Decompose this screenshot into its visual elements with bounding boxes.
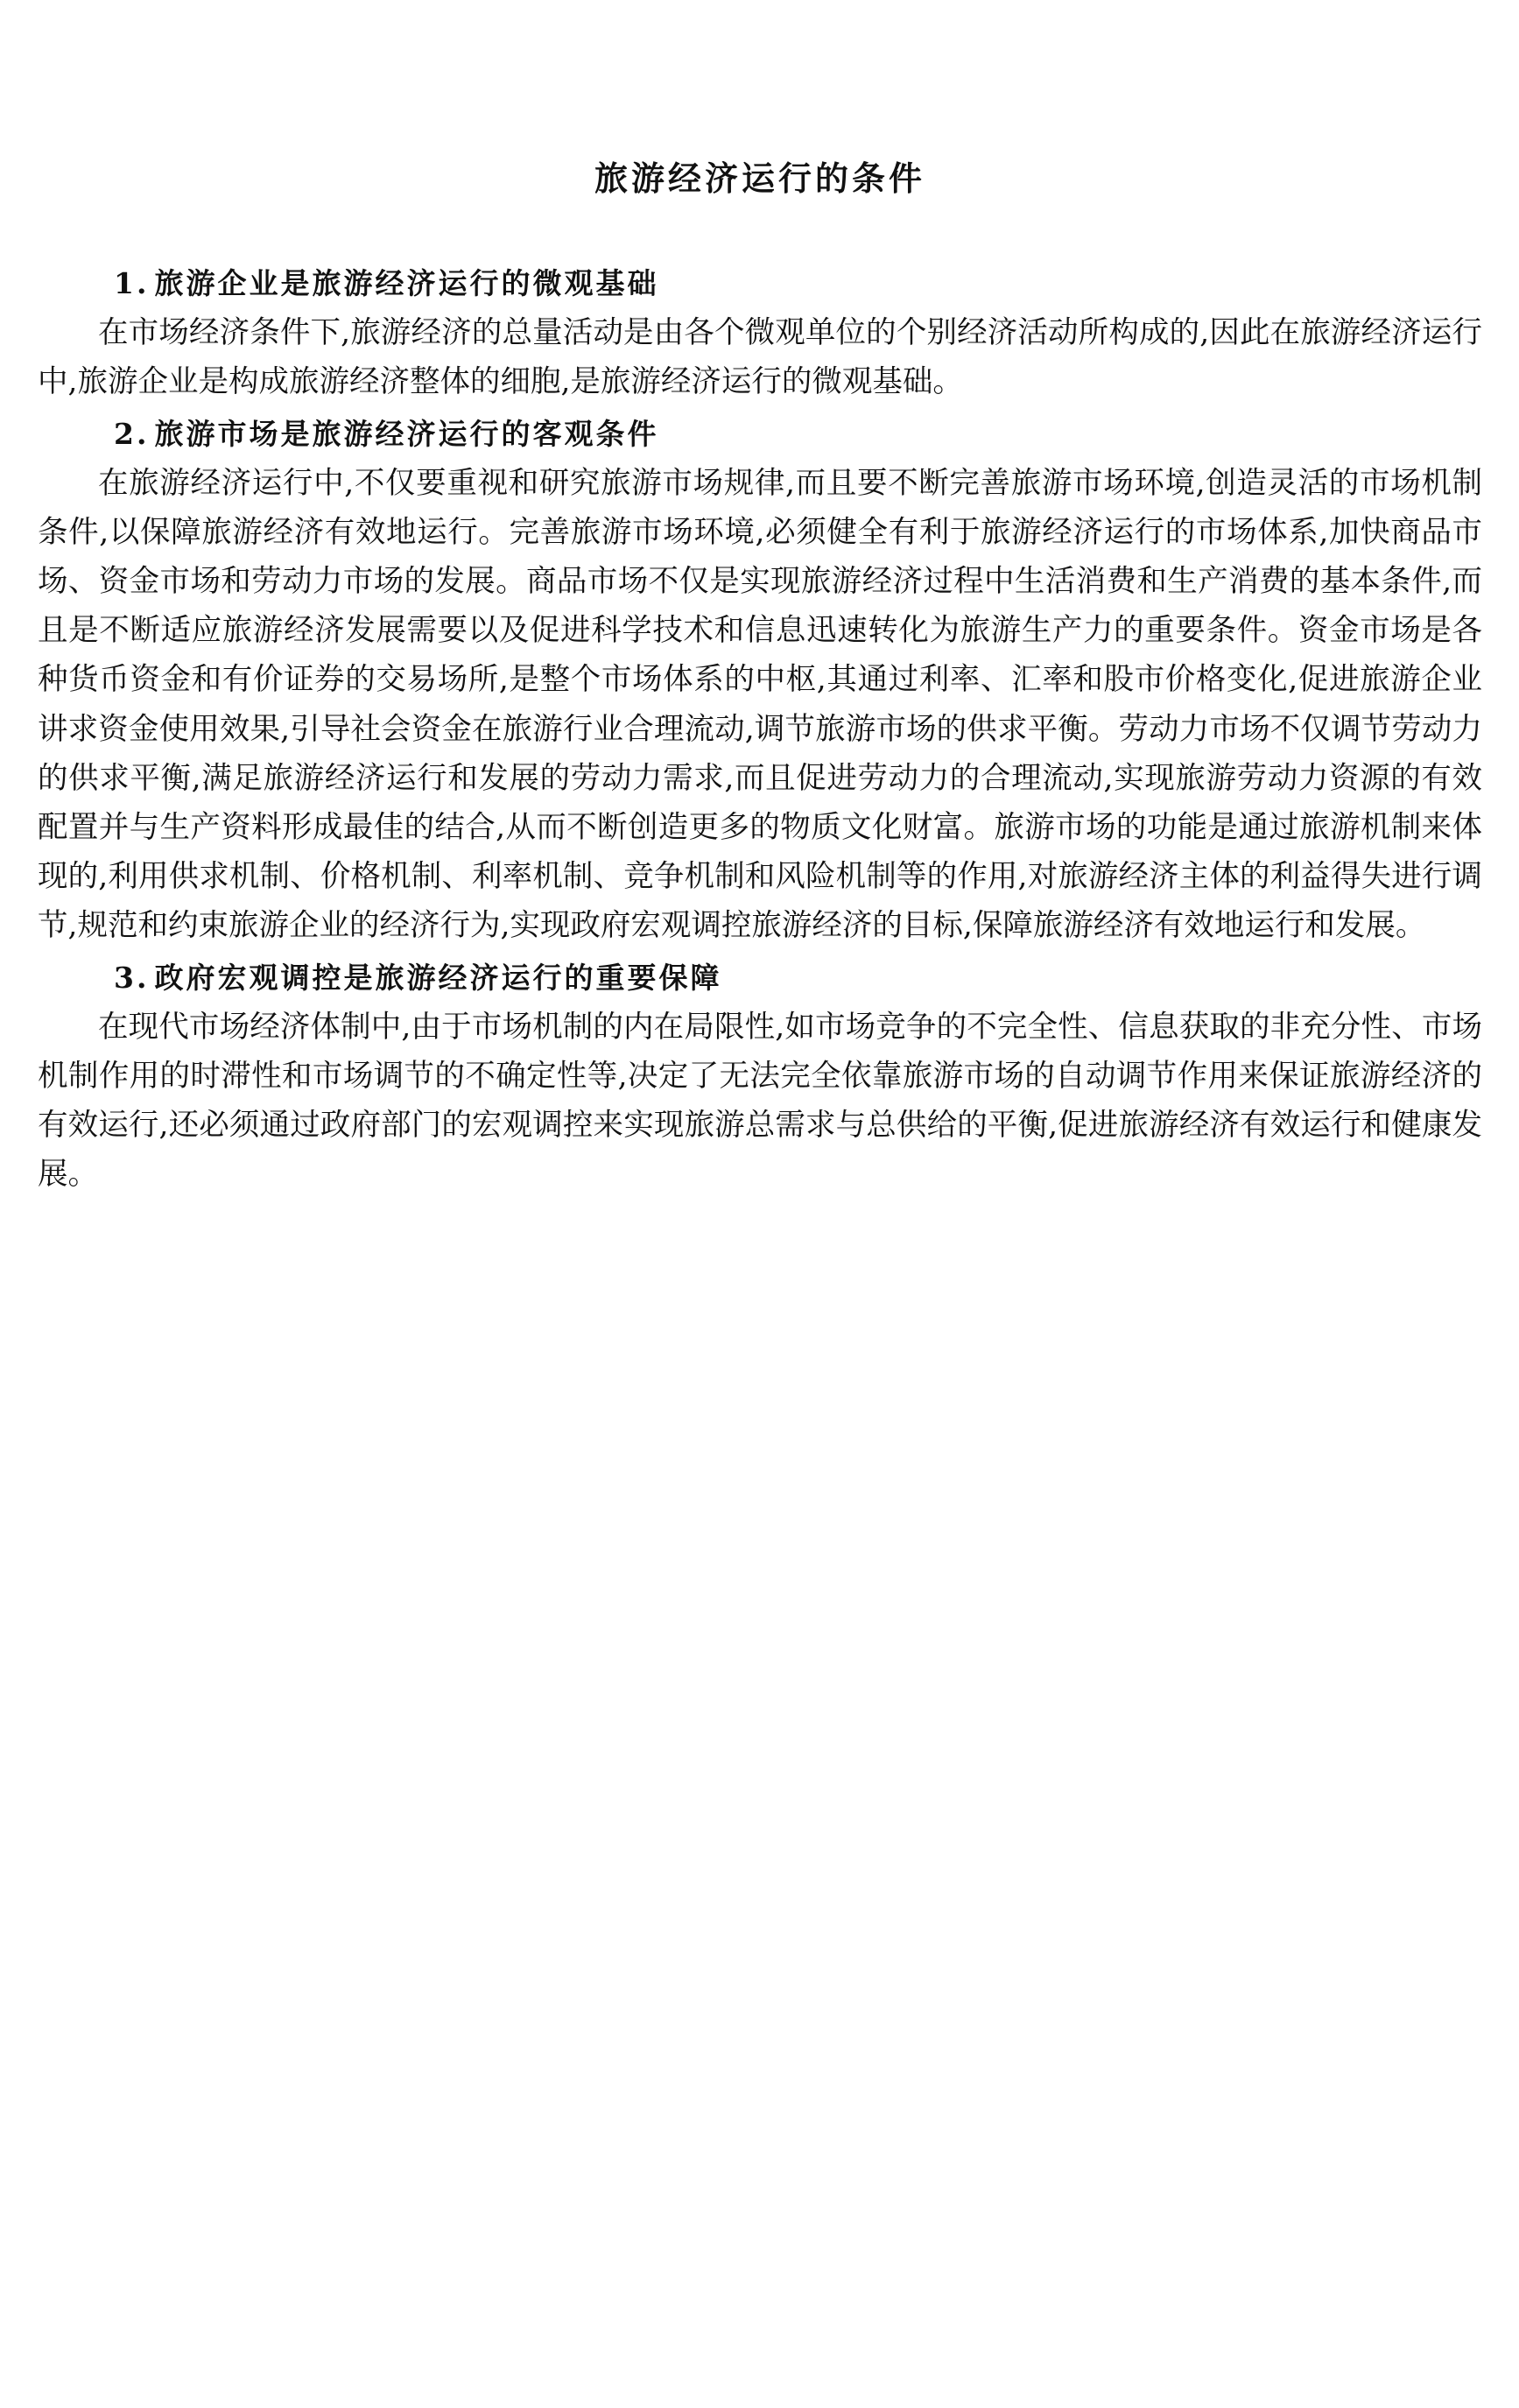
section-heading-text: 旅游市场是旅游经济运行的客观条件 (154, 416, 659, 451)
section-number: 3. (114, 960, 150, 995)
section-heading (114, 409, 1482, 459)
section-paragraph: 在现代市场经济体制中,由于市场机制的内在局限性,如市场竞争的不完全性、信息获取的非充分性、市场机制作用的时滞性和市场调节的不确定性等,决定了无法完全依靠旅游市场的自动调节作用来保证旅游经济的有效运行,还必须通过政府部门的宏观调控来实现旅游总需求与总供给的平衡,促进旅游经济有效运行和健康发展。 (38, 1009, 1482, 1193)
section-number: 1. (114, 266, 150, 301)
section-number: 2. (114, 416, 150, 451)
section-heading-text: 政府宏观调控是旅游经济运行的重要保障 (154, 960, 722, 995)
section-heading (114, 258, 1482, 308)
section-paragraph: 在市场经济条件下,旅游经济的总量活动是由各个微观单位的个别经济活动所构成的,因此在旅游经济运行中,旅游企业是构成旅游经济整体的细胞,是旅游经济运行的微观基础。 (38, 315, 1482, 400)
section-heading (114, 953, 1482, 1003)
document-page (38, 131, 1482, 1199)
section-paragraph: 在旅游经济运行中,不仅要重视和研究旅游市场规律,而且要不断完善旅游市场环境,创造灵活的市场机制条件,以保障旅游经济有效地运行。完善旅游市场环境,必须健全有利于旅游经济运行的市场体系,加快商品市场、资金市场和劳动力市场的发展。商品市场不仅是实现旅游经济过程中生活消费和生产消费的基本条件,而且是不断适应旅游经济发展需要以及促进科学技术和信息迅速转化为旅游生产力的重要条件。资金市场是各种货币资金和有价证券的交易场所,是整个市场体系的中枢,其通过利率、汇率和股市价格变化,促进旅游企业讲求资金使用效果,引导社会资金在旅游行业合理流动,调节旅游市场的供求平衡。劳动力市场不仅调节劳动力的供求平衡,满足旅游经济运行和发展的劳动力需求,而且促进劳动力的合理流动,实现旅游劳动力资源的有效配置并与生产资料形成最佳的结合,从而不断创造更多的物质文化财富。旅游市场的功能是通过旅游机制来体现的,利用供求机制、价格机制、利率机制、竞争机制和风险机制等的作用,对旅游经济主体的利益得失进行调节,规范和约束旅游企业的经济行为,实现政府宏观调控旅游经济的目标,保障旅游经济有效地运行和发展。 (38, 465, 1482, 944)
section-heading-text: 旅游企业是旅游经济运行的微观基础 (154, 266, 659, 301)
section-3 (38, 953, 1482, 1200)
section-2 (38, 409, 1482, 951)
section-1 (38, 258, 1482, 406)
document-title: 旅游经济运行的条件 (594, 159, 925, 198)
